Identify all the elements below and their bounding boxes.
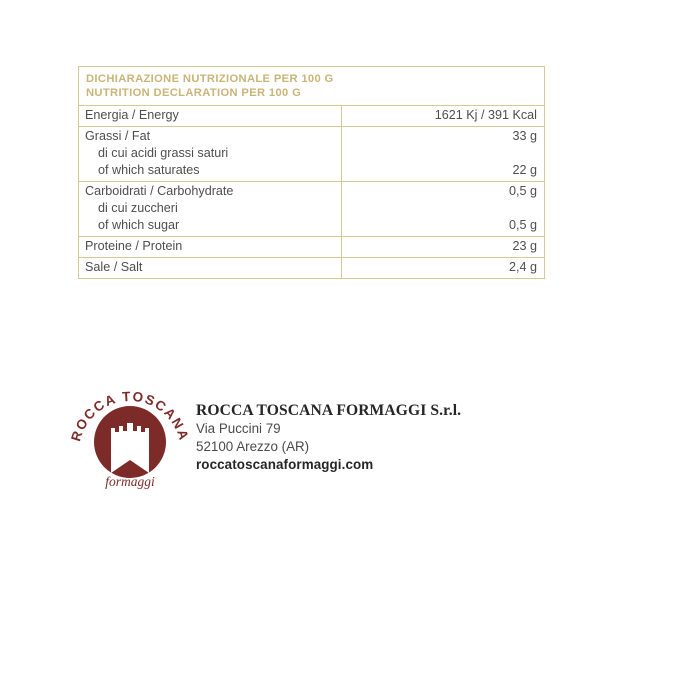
table-row xyxy=(79,182,544,237)
logo-script-text: formaggi xyxy=(105,474,155,489)
rocca-toscana-logo xyxy=(66,378,194,496)
nutrition-header-english: NUTRITION DECLARATION PER 100 G xyxy=(86,86,302,99)
nutrient-value-cell xyxy=(342,182,544,236)
table-row xyxy=(79,237,544,258)
nutrient-name: Grassi / Fat xyxy=(85,129,151,143)
nutrient-value: 23 g xyxy=(512,239,537,253)
table-row xyxy=(79,106,544,127)
nutrition-table-header xyxy=(79,67,544,106)
nutrient-subname-english: of which sugar xyxy=(98,218,180,232)
nutrient-label-cell xyxy=(79,237,342,257)
nutrient-subvalue: 22 g xyxy=(512,163,537,177)
nutrient-subname-italian: di cui zuccheri xyxy=(98,201,178,215)
nutrient-subname-italian: di cui acidi grassi saturi xyxy=(98,146,229,160)
logo-arc-text: ROCCA TOSCANA xyxy=(68,388,192,444)
nutrient-value-cell xyxy=(342,237,544,257)
company-address-line-1: Via Puccini 79 xyxy=(196,421,281,436)
nutrition-header-italian: DICHIARAZIONE NUTRIZIONALE PER 100 G xyxy=(86,73,334,85)
table-row xyxy=(79,258,544,278)
company-name: ROCCA TOSCANA FORMAGGI S.r.l. xyxy=(196,402,462,419)
company-footer xyxy=(60,378,540,498)
company-info xyxy=(196,401,536,474)
table-row xyxy=(79,127,544,182)
company-website[interactable]: roccatoscanaformaggi.com xyxy=(196,457,374,472)
nutrient-value-cell xyxy=(342,258,544,278)
nutrient-subvalue: 0,5 g xyxy=(508,218,537,232)
nutrient-value: 2,4 g xyxy=(508,260,537,274)
nutrient-label-cell xyxy=(79,106,342,126)
company-address-line-2: 52100 Arezzo (AR) xyxy=(196,438,310,454)
nutrient-name: Proteine / Protein xyxy=(85,239,183,253)
nutrient-value: 33 g xyxy=(512,129,537,143)
nutrient-value-cell xyxy=(342,106,544,126)
nutrient-value: 1621 Kj / 391 Kcal xyxy=(434,108,537,122)
nutrient-value-cell xyxy=(342,127,544,181)
nutrient-name: Carboidrati / Carbohydrate xyxy=(85,184,234,198)
nutrient-subname-english: of which saturates xyxy=(98,163,200,177)
nutrient-name: Energia / Energy xyxy=(85,108,179,122)
nutrient-label-cell xyxy=(79,258,342,278)
nutrient-value: 0,5 g xyxy=(508,184,537,198)
nutrient-label-cell xyxy=(79,182,342,236)
nutrient-name: Sale / Salt xyxy=(85,260,143,274)
logo-circle-mark xyxy=(94,406,166,478)
nutrition-declaration-table xyxy=(78,66,545,279)
nutrient-label-cell xyxy=(79,127,342,181)
